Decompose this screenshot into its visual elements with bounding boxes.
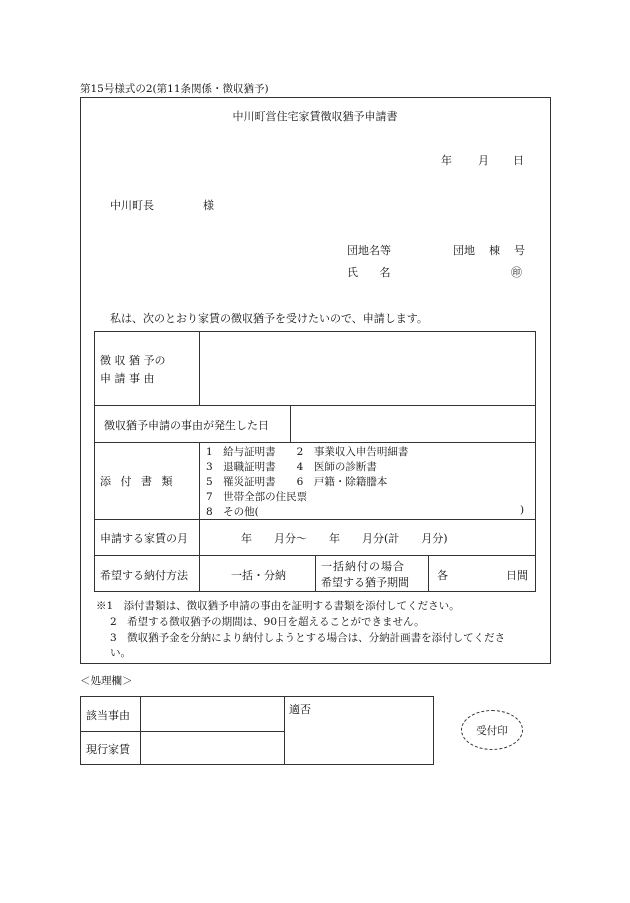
month-field[interactable]: 年 月分～ 年 月分(計 月分): [241, 532, 448, 545]
period-days-field[interactable]: 日間: [506, 569, 528, 582]
reason-label-line1: 徴 収 猶 予の: [100, 354, 166, 367]
to-field[interactable]: 棟: [489, 244, 500, 257]
occur-label: 徴収猶予申請の事由が発生した日: [104, 419, 269, 432]
addressee-honorific: 様: [203, 199, 214, 212]
attach-line: 5 罹災証明書 6 戸籍・除籍謄本: [206, 476, 388, 488]
month-label: 申請する家賃の月: [100, 532, 188, 545]
reason-label-line2: 申 請 事 由: [100, 372, 155, 385]
danchi-field[interactable]: 団地: [453, 244, 475, 257]
addressee-name: 中川町長: [110, 199, 154, 212]
intro-text: 私は、次のとおり家賃の徴収猶予を受けたいので、申請します。: [110, 312, 428, 325]
attach-other-close: ): [520, 504, 525, 516]
date-day[interactable]: 日: [513, 154, 524, 167]
name-label: 氏 名: [347, 266, 400, 279]
period-each: 各: [437, 569, 448, 582]
date-year[interactable]: 年: [441, 154, 452, 167]
seal-mark: ㊞: [511, 266, 522, 279]
attach-line: 3 退職証明書 4 医師の診断書: [206, 461, 377, 473]
attach-line: 1 給与証明書 2 事業収入申告明細書: [206, 446, 409, 458]
attach-line: 7 世帯全部の住民票: [206, 491, 308, 503]
note-3-cont: い。: [110, 647, 131, 659]
applicable-label: 該当事由: [86, 709, 130, 722]
reception-stamp-label: 受付印: [476, 724, 508, 737]
danchi-label: 団地名等: [347, 244, 391, 257]
reception-stamp: [461, 710, 523, 750]
payment-label: 希望する納付方法: [100, 569, 188, 582]
go-field[interactable]: 号: [514, 244, 525, 257]
processing-heading: ＜処理欄＞: [80, 675, 133, 687]
payment-method-field[interactable]: 一括・分納: [231, 569, 286, 582]
attach-label: 添 付 書 類: [100, 475, 176, 488]
form-code: 第15号様式の2(第11条関係・徴収猶予): [80, 83, 269, 95]
note-3: 3 徴収猶予金を分納により納付しようとする場合は、分納計画書を添付してくださ: [110, 632, 506, 644]
note-2: 2 希望する徴収猶予の期間は、90日を超えることができません。: [110, 616, 425, 628]
approval-label[interactable]: 適否: [289, 703, 311, 716]
attach-line-other[interactable]: 8 その他(: [206, 506, 259, 518]
date-month[interactable]: 月: [478, 154, 489, 167]
current-rent-label: 現行家賃: [86, 743, 130, 756]
lump-label-line1: 一括納付の場合: [321, 560, 405, 573]
note-1: ※1 添付書類は、徴収猶予申請の事由を証明する書類を添付してください。: [96, 600, 460, 612]
form-title: 中川町営住宅家賃徴収猶予申請書: [232, 110, 398, 123]
lump-label-line2: 希望する猶予期間: [321, 576, 409, 589]
